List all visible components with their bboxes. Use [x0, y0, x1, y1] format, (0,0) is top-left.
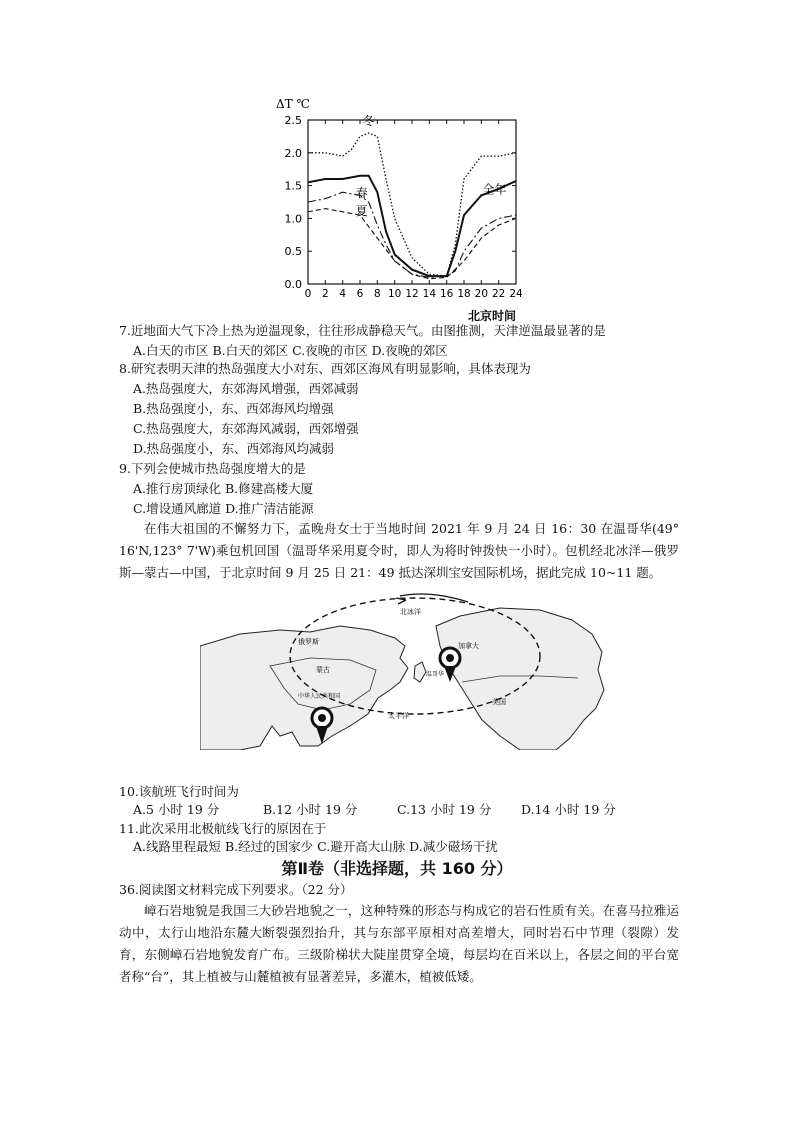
series-label-春: 春	[355, 185, 368, 200]
question-36-stem: 36.阅读图文材料完成下列要求。（22 分）	[119, 882, 353, 897]
x-tick-label: 22	[491, 288, 506, 300]
y-tick-label: 1.5	[284, 179, 302, 193]
question-10-option-c: C.13 小时 19 分	[397, 802, 492, 817]
plot-frame	[308, 120, 516, 284]
x-axis-label: 北京时间	[468, 309, 517, 323]
flight-route-map-svg	[200, 586, 608, 750]
map-label-vancouver: 温哥华	[426, 671, 445, 678]
map-label-mongolia: 蒙古	[316, 666, 330, 674]
map-label-usa: 美国	[492, 698, 506, 706]
question-9-stem: 9.下列会使城市热岛强度增大的是	[119, 461, 306, 476]
question-7-stem: 7.近地面大气下冷上热为逆温现象，往往形成静稳天气。由图推测，天津逆温最显著的是	[119, 323, 606, 338]
series-line-夏	[308, 209, 516, 279]
heat-island-chart	[268, 92, 530, 324]
x-tick-label: 14	[422, 288, 437, 300]
north-america-landmass	[436, 608, 604, 750]
question-11-options: A.线路里程最短 B.经过的国家少 C.避开高大山脉 D.减少磁场干扰	[133, 839, 498, 854]
map-label-pacific: 太平洋	[388, 712, 409, 720]
question-11-stem: 11.此次采用北极航线飞行的原因在于	[119, 821, 327, 836]
question-10-option-b: B.12 小时 19 分	[263, 802, 358, 817]
map-label-canada: 加拿大	[458, 642, 479, 650]
question-8-option-a: A.热岛强度大，东郊海风增强，西郊减弱	[133, 381, 359, 396]
y-tick-label: 1.0	[284, 212, 302, 226]
heat-island-chart-svg	[268, 92, 530, 324]
series-label-冬: 冬	[362, 114, 375, 129]
plot-area	[285, 113, 523, 300]
question-8-option-c: C.热岛强度大，东郊海风减弱，西郊增强	[133, 421, 359, 436]
question-8-stem: 8.研究表明天津的热岛强度大小对东、西郊区海风有明显影响，具体表现为	[119, 361, 531, 376]
series-line-冬	[308, 133, 516, 276]
y-tick-label: 2.0	[284, 146, 302, 160]
x-tick-label: 0	[304, 288, 312, 300]
x-tick-label: 16	[439, 288, 454, 300]
x-tick-label: 4	[339, 288, 347, 300]
question-10-option-a: A.5 小时 19 分	[133, 802, 220, 817]
question-10-options	[133, 800, 616, 820]
question-8-option-d: D.热岛强度小，东、西郊海风均减弱	[133, 441, 335, 456]
x-tick-label: 24	[509, 288, 523, 300]
map-label-arctic: 北冰洋	[400, 608, 421, 616]
x-tick-label: 12	[405, 288, 419, 300]
question-8-option-b: B.热岛强度小，东、西郊海风均增强	[133, 401, 334, 416]
section-2-title: 第Ⅱ卷（非选择题，共 160 分）	[281, 859, 513, 878]
y-tick-label: 0.0	[284, 278, 302, 291]
map-label-russia: 俄罗斯	[298, 638, 319, 646]
x-tick-label: 2	[321, 288, 329, 300]
y-tick-label: 0.5	[284, 245, 302, 259]
series-label-夏: 夏	[355, 204, 368, 219]
map-label-china: 中华人民共和国	[298, 693, 341, 700]
x-tick-label: 8	[373, 288, 381, 300]
x-tick-label: 6	[356, 288, 364, 300]
question-10-stem: 10.该航班飞行时间为	[119, 784, 239, 799]
question-9-options-cd: C.增设通风廊道 D.推广清洁能源	[133, 501, 314, 516]
intro-paragraph-10-11: 在伟大祖国的不懈努力下，孟晚舟女士于当地时间 2021 年 9 月 24 日 16：30 在温哥华(49° 16'N,123° 7'W)乘包机回国（温哥华采用夏令时，即人为将时钟拨快一小时）。包机经北冰洋—俄罗斯—蒙古—中国，于北京时间 9 月 25 日 21：49 抵达深圳宝安国际机场，据此完成 10~11 题。	[119, 521, 679, 580]
question-9-options-ab: A.推行房顶绿化 B.修建高楼大厦	[133, 481, 314, 496]
y-tick-label: 2.5	[284, 114, 302, 127]
x-tick-label: 20	[474, 288, 489, 300]
series-label-全年: 全年	[482, 182, 507, 197]
flight-route-map	[200, 586, 608, 750]
question-10-option-d: D.14 小时 19 分	[521, 802, 616, 817]
question-7-options: A.白天的市区 B.白天的郊区 C.夜晚的市区 D.夜晚的郊区	[133, 343, 448, 358]
japan-landmass	[414, 662, 426, 682]
y-axis-label: ΔT ℃	[276, 97, 310, 111]
question-36-material: 嶂石岩地貌是我国三大砂岩地貌之一，这种特殊的形态与构成它的岩石性质有关。在喜马拉雅运动中，太行山地沿东麓大断裂强烈抬升，其与东部平原相对高差增大，同时岩石中节理（裂隙）发育，东侧嶂石岩地貌发育广布。三级阶梯状大陡崖贯穿全境，每层均在百米以上，各层之间的平台宽者称“台”，其上植被与山麓植被有显著差异，多灌木，植被低矮。	[119, 903, 679, 984]
x-tick-label: 10	[387, 288, 402, 300]
x-tick-label: 18	[457, 288, 471, 300]
